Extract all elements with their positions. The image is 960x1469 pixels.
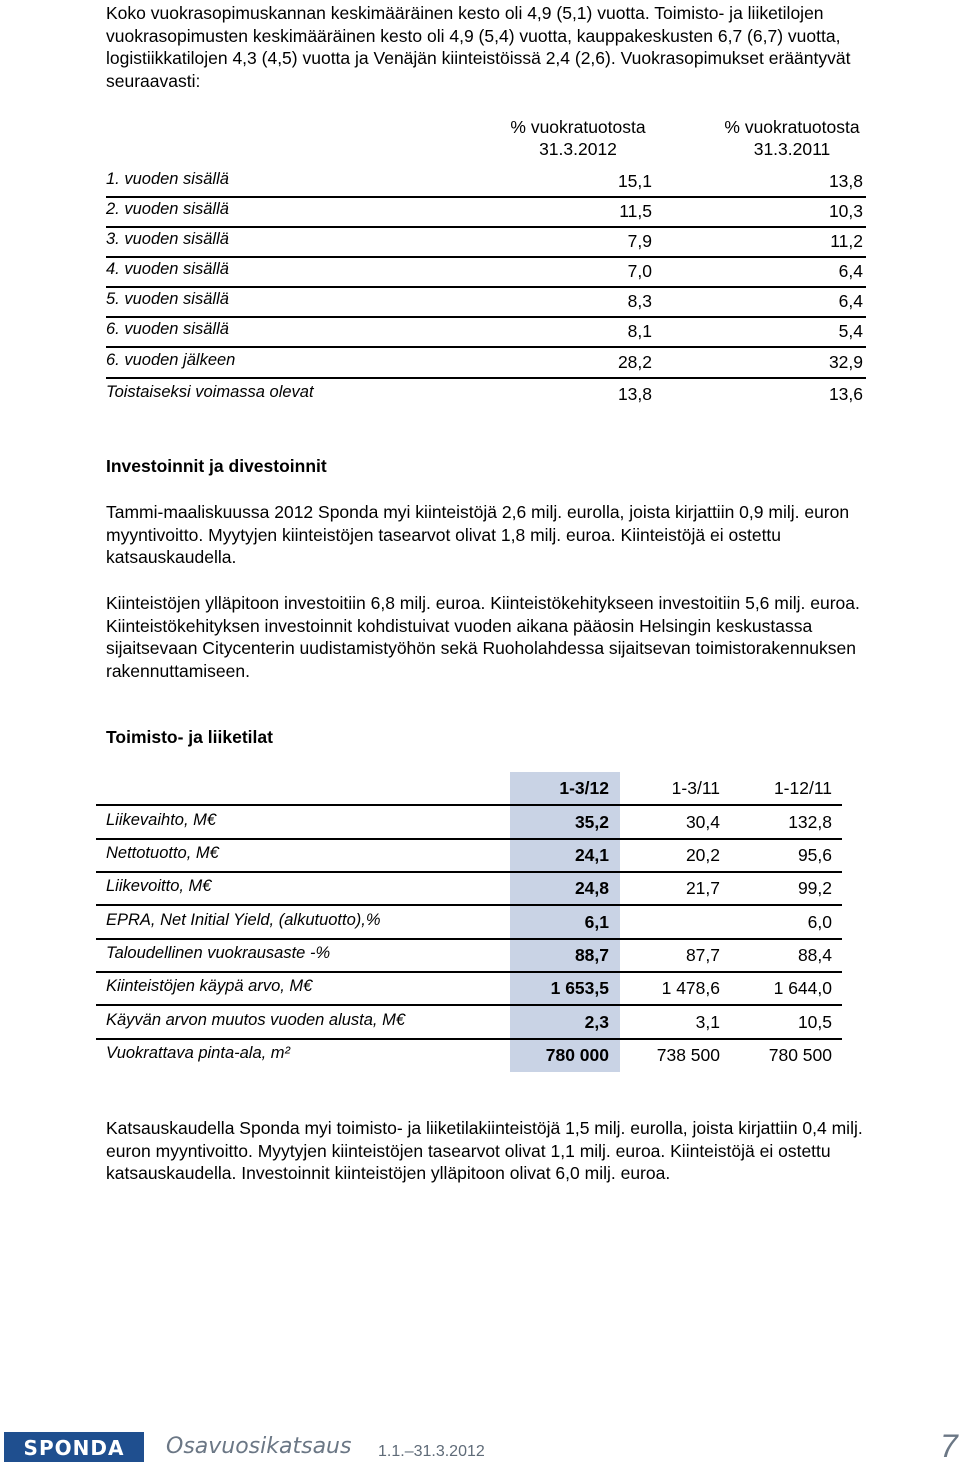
value-fy-11: 780 500: [768, 1045, 832, 1065]
investments-heading: Investoinnit ja divestoinnit: [106, 456, 327, 476]
value-q1-12: 780 000: [545, 1045, 609, 1065]
page-footer: [0, 1426, 960, 1469]
value-q1-12: 35,2: [574, 812, 609, 832]
table-row: [106, 196, 866, 228]
value-2012: 11,5: [619, 201, 652, 221]
value-q1-11: 738 500: [656, 1045, 720, 1065]
lease-col-2012-header: % vuokratuotosta 31.3.2012: [510, 117, 646, 159]
table-header-row: [96, 772, 842, 806]
value-2012: 15,1: [617, 171, 652, 191]
table-row: [106, 316, 866, 348]
value-2011: 6,4: [838, 261, 863, 281]
value-fy-11: 88,4: [797, 945, 832, 965]
value-q1-11: 1 478,6: [661, 978, 720, 998]
report-title: Osavuosikatsaus: [166, 1434, 352, 1459]
table-row: [96, 972, 842, 1006]
report-period: 1.1.–31.3.2012: [378, 1443, 485, 1460]
value-q1-12: 24,8: [574, 878, 609, 898]
row-label: 4. vuoden sisällä: [106, 260, 229, 278]
value-q1-11: 87,7: [685, 945, 720, 965]
table-row: [96, 872, 842, 906]
office-retail-table: [96, 772, 842, 1072]
investments-paragraph-1: Tammi-maaliskuussa 2012 Sponda myi kiinteistöjä 2,6 milj. eurolla, joista kirjattiin 0,9 milj. euron myyntivoitto. Myytyjen kiinteistöjen tasearvot olivat 1,8 milj. euroa. Kiinteistöjä ei ostettu katsauskaudella.: [106, 502, 850, 567]
value-2011: 13,8: [828, 171, 863, 191]
value-2011: 5,4: [838, 321, 863, 341]
value-fy-11: 132,8: [788, 812, 832, 832]
value-fy-11: 6,0: [807, 912, 832, 932]
value-q1-11: 30,4: [685, 812, 720, 832]
value-2011: 11,2: [830, 231, 863, 251]
table-row: [96, 939, 842, 973]
row-label: 1. vuoden sisällä: [106, 170, 229, 188]
value-2012: 13,8: [617, 384, 652, 404]
table-row: [106, 379, 866, 409]
value-fy-11: 10,5: [797, 1012, 832, 1032]
row-label: 5. vuoden sisällä: [106, 290, 229, 308]
row-label: Käyvän arvon muutos vuoden alusta, M€: [106, 1011, 406, 1029]
value-fy-11: 1 644,0: [773, 978, 832, 998]
value-2011: 13,6: [828, 384, 863, 404]
table-row: [96, 839, 842, 873]
value-q1-12: 2,3: [584, 1012, 609, 1032]
row-label: Taloudellinen vuokrausaste -%: [106, 944, 331, 962]
value-2012: 28,2: [617, 352, 652, 372]
value-q1-11: 21,7: [685, 878, 720, 898]
value-2012: 8,3: [627, 291, 652, 311]
value-2012: 7,0: [627, 261, 652, 281]
logo-text: SPONDA: [23, 1436, 125, 1460]
investments-paragraph-2: Kiinteistöjen ylläpitoon investoitiin 6,8 milj. euroa. Kiinteistökehitykseen investoitiin 5,6 milj. euroa. Kiinteistökehityksen investoinnit kohdistuivat vuoden aikana pääosin Helsingin keskustassa sijaitsevaan Citycenterin uudistamistyöhön sekä Ruoholahdessa sijaitsevan toimistorakennuksen rakennuttamiseen.: [106, 593, 860, 681]
value-fy-11: 99,2: [797, 878, 832, 898]
column-header: 1-3/11: [671, 778, 720, 798]
value-q1-11: 3,1: [695, 1012, 720, 1032]
table-row: [106, 166, 866, 198]
table-row: [96, 906, 842, 940]
row-label: 2. vuoden sisällä: [106, 200, 229, 218]
table-row: [106, 347, 866, 379]
value-2011: 6,4: [838, 291, 863, 311]
row-label: EPRA, Net Initial Yield, (alkutuotto),%: [106, 911, 381, 929]
office-retail-heading: Toimisto- ja liiketilat: [106, 727, 273, 747]
column-header: 1-3/12: [559, 778, 609, 798]
row-label: Vuokrattava pinta-ala, m²: [106, 1044, 291, 1062]
value-q1-12: 88,7: [574, 945, 609, 965]
value-2012: 7,9: [627, 231, 652, 251]
intro-paragraph: Koko vuokrasopimuskannan keskimääräinen kesto oli 4,9 (5,1) vuotta. Toimisto- ja liiketilojen vuokrasopimusten keskimääräinen kesto oli 4,9 (5,4) vuotta, kauppakeskusten 6,7 (6,7) vuotta, logistiikkatilojen 4,3 (4,5) vuotta ja Venäjän kiinteistöissä 2,4 (2,6). Vuokrasopimukset erääntyvät seuraavasti:: [106, 3, 851, 91]
table-row: [96, 1039, 842, 1071]
row-label: 3. vuoden sisällä: [106, 230, 229, 248]
row-label: 6. vuoden sisällä: [106, 320, 229, 338]
value-fy-11: 95,6: [797, 845, 832, 865]
row-label: Toistaiseksi voimassa olevat: [106, 383, 314, 401]
row-label: Nettotuotto, M€: [106, 844, 219, 862]
value-q1-12: 1 653,5: [550, 978, 609, 998]
value-q1-12: 24,1: [574, 845, 609, 865]
table-row: [106, 226, 866, 258]
sponda-logo: [4, 1432, 144, 1462]
row-label: Liikevoitto, M€: [106, 877, 212, 895]
lease-col-2011-header: % vuokratuotosta 31.3.2011: [724, 117, 860, 159]
row-label: Kiinteistöjen käypä arvo, M€: [106, 977, 313, 995]
table-row: [106, 286, 866, 318]
value-2012: 8,1: [627, 321, 652, 341]
value-q1-11: 20,2: [685, 845, 720, 865]
table-row: [106, 256, 866, 288]
table-row: [96, 806, 842, 840]
column-header: 1-12/11: [773, 778, 832, 798]
value-2011: 10,3: [828, 201, 863, 221]
row-label: Liikevaihto, M€: [106, 811, 217, 829]
value-q1-12: 6,1: [584, 912, 609, 932]
closing-paragraph: Katsauskaudella Sponda myi toimisto- ja liiketilakiinteistöjä 1,5 milj. eurolla, joista kirjattiin 0,4 milj. euron myyntivoitto. Myytyjen kiinteistöjen tasearvot olivat 1,1 milj. euroa. Kiinteistöjä ei ostettu katsauskaudella. Investoinnit kiinteistöjen ylläpitoon olivat 6,0 milj. euroa.: [106, 1118, 863, 1183]
row-label: 6. vuoden jälkeen: [106, 351, 236, 369]
table-row: [96, 1006, 842, 1040]
page-number: 7: [940, 1428, 958, 1464]
value-2011: 32,9: [828, 352, 863, 372]
